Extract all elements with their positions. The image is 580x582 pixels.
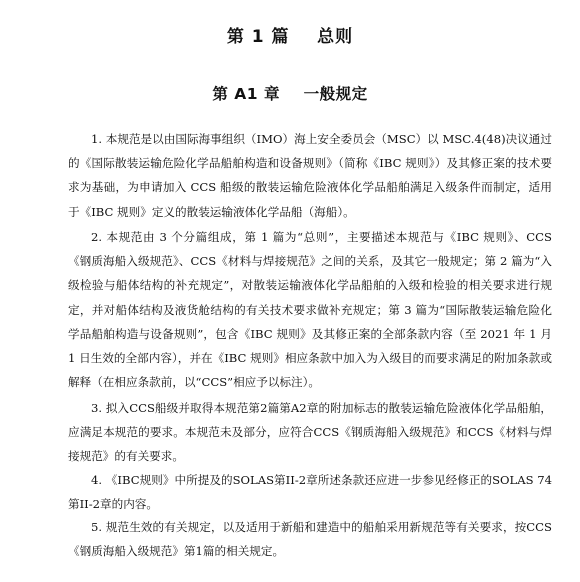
paragraph-4: 4. 《IBC规则》中所提及的SOLAS第II-2章所述条款还应进一步参见经修正的SOLAS 74 第II-2章的内容。	[68, 473, 552, 512]
paragraph-1: 1. 本规范是以由国际海事组织（IMO）海上安全委员会（MSC）以 MSC.4(48)决议通过的《国际散装运输危险化学品船舶构造和设备规则》（简称《IBC 规则》）及其修正案的技术要求为基础，为申请加入 CCS 船级的散装运输危险液体化学品船舶满足入级条件而制定，适用于《IBC 规则》定义的散装运输液体化学品船（海船）。	[68, 132, 552, 219]
part-title: 第 1 篇 总则	[226, 27, 354, 47]
chapter-title: 第 A1 章 一般规定	[212, 85, 368, 103]
paragraph-3: 3. 拟入CCS船级并取得本规范第2篇第A2章的附加标志的散装运输危险液体化学品船舶，应满足本规范的要求。本规范未及部分，应符合CCS《钢质海船入级规范》和CCS《材料与焊接规范》的有关要求。	[68, 401, 552, 464]
paragraph-5: 5. 规范生效的有关规定，以及适用于新船和建造中的船舶采用新规范等有关要求，按CCS《钢质海船入级规范》第1篇的相关规定。	[68, 520, 552, 559]
paragraph-2: 2. 本规范由 3 个分篇组成，第 1 篇为“总则”，主要描述本规范与《IBC 规则》、CCS《钢质海船入级规范》、CCS《材料与焊接规范》之间的关系，及其它一般规定；第 2 篇为“入级检验与船体结构的补充规定”，对散装运输液体化学品船舶的入级和检验的相关要求进行规定，并对船体结构及液货舱结构的有关技术要求做补充规定；第 3 篇为“国际散装运输危险化学品船舶构造与设备规则”，包含《IBC 规则》及其修正案的全部条款内容（至 2021 年 1 月 1 日生效的全部内容），并在《IBC 规则》相应条款中加入为入级目的而要求满足的附加条款或解释（在相应条款前，以“CCS”相应予以标注）。	[68, 230, 552, 390]
